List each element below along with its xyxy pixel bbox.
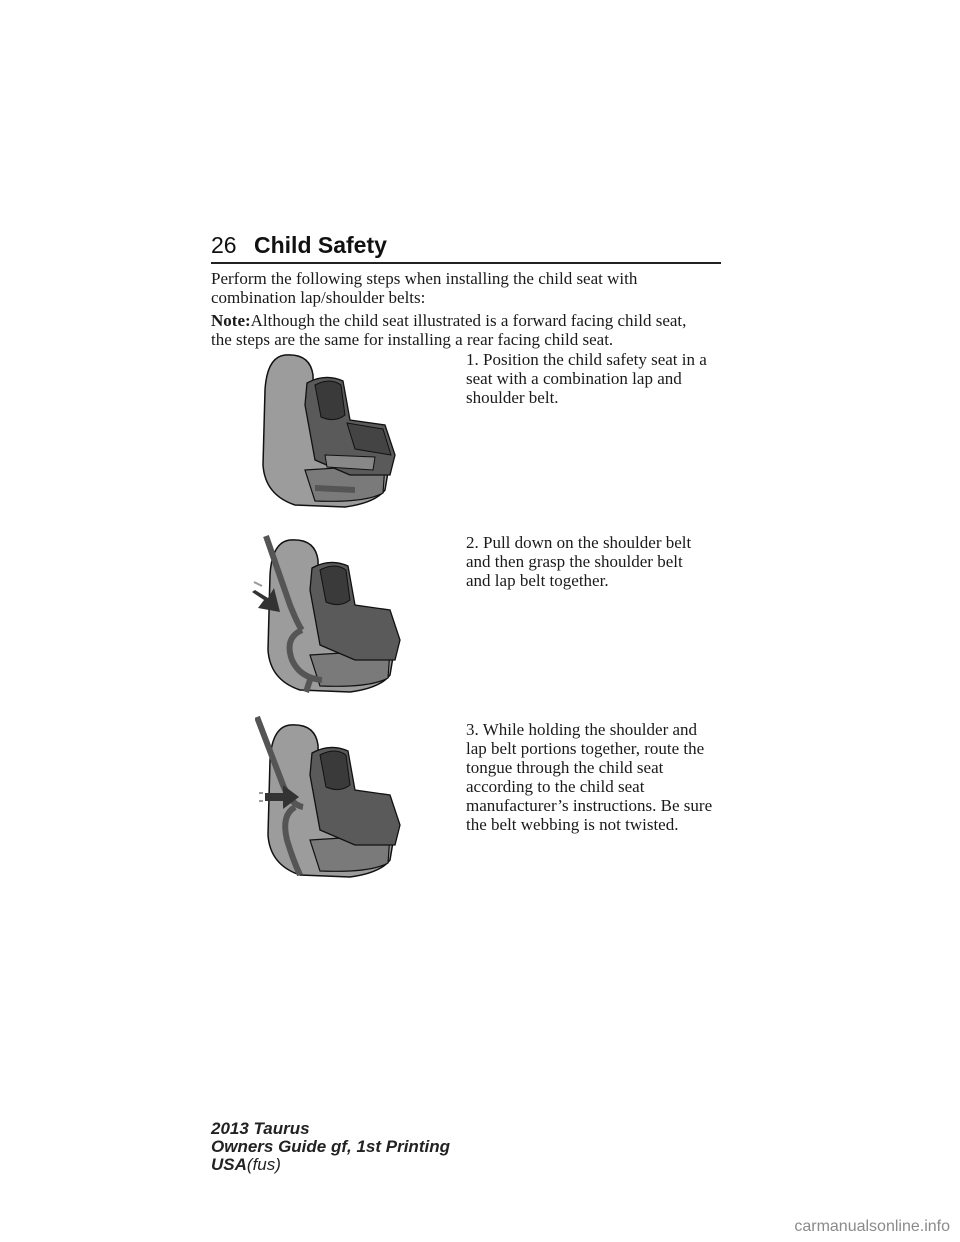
intro-paragraph bbox=[211, 269, 723, 307]
intro-line-1: Perform the following steps when installing the child seat with bbox=[211, 269, 638, 288]
note-line-1: Although the child seat illustrated is a forward facing child seat, bbox=[250, 311, 687, 330]
page-header bbox=[211, 232, 721, 264]
route-belt-tongue-arrow-icon bbox=[255, 715, 405, 880]
pull-shoulder-belt-arrow-icon bbox=[250, 530, 405, 695]
footer-model: 2013 Taurus bbox=[211, 1119, 310, 1138]
step-3-text: 3. While holding the shoulder and lap belt portions together, route the tongue through the child seat according to the child seat manufacturer’s instructions. Be sure the belt webbing is not twisted. bbox=[466, 720, 713, 834]
page-title: Child Safety bbox=[254, 232, 387, 258]
footer-region: USA(fus) bbox=[211, 1155, 281, 1174]
note-label: Note: bbox=[211, 311, 251, 330]
page-number: 26 bbox=[211, 232, 237, 258]
note-line-2: the steps are the same for installing a rear facing child seat. bbox=[211, 330, 614, 349]
watermark: carmanualsonline.info bbox=[794, 1218, 950, 1235]
footer-guide: Owners Guide gf, 1st Printing bbox=[211, 1137, 450, 1156]
child-seat-in-vehicle-seat-icon bbox=[255, 345, 405, 510]
intro-line-2: combination lap/shoulder belts: bbox=[211, 288, 426, 307]
document-footer bbox=[211, 1120, 450, 1174]
step-1-text: 1. Position the child safety seat in a seat with a combination lap and shoulder belt. bbox=[466, 350, 707, 407]
note-paragraph bbox=[211, 311, 723, 349]
step-2-text: 2. Pull down on the shoulder belt and then grasp the shoulder belt and lap belt together. bbox=[466, 533, 692, 590]
